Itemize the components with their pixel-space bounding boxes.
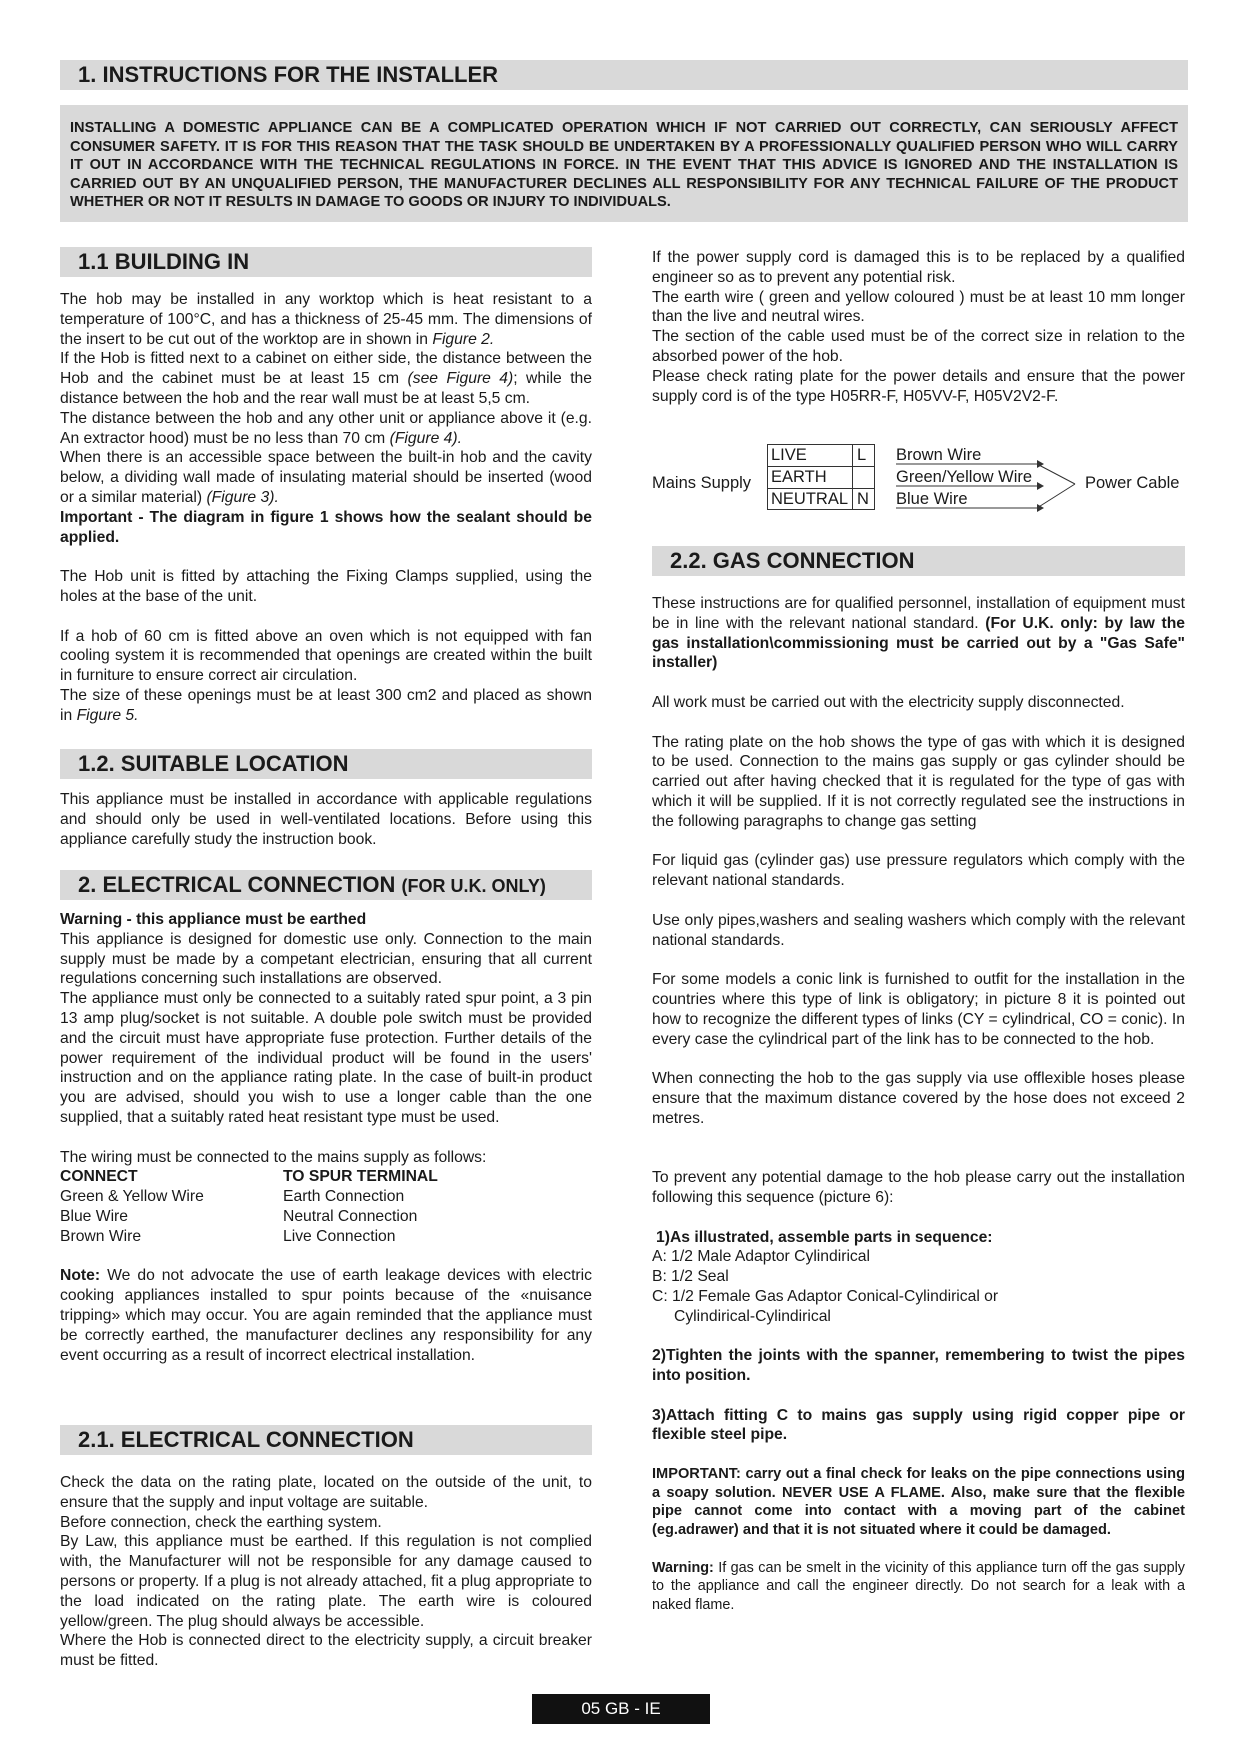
gas-warning-label: Warning: xyxy=(652,1559,714,1576)
electrical-uk-p1: This appliance is designed for domestic use only. Connection to the main supply must be made by a competant electrician, ensuring that all current regulations concerning such installations are observed. xyxy=(60,930,592,988)
suitable-location-text xyxy=(60,790,592,849)
figure-ref: Figure 5. xyxy=(76,706,139,724)
sealant-important: Important - The diagram in figure 1 shows how the sealant should be applied. xyxy=(60,508,592,546)
terminal-name: EARTH xyxy=(771,468,827,486)
gas-p3: The rating plate on the hob shows the type of gas with which it is designed to be used. Connection to the mains gas supply or gas cylinder should be carried out after having checked that it is regulated for the type of gas with which it will be supplied. If it is not correctly regulated see the instructions in the following paragraphs to change gas setting xyxy=(652,733,1185,830)
electrical-uk-text xyxy=(60,910,592,1365)
section-title-electrical-connection: 2.1. ELECTRICAL CONNECTION xyxy=(60,1425,592,1455)
gas-step-3: 3)Attach fitting C to mains gas supply using rigid copper pipe or flexible steel pipe. xyxy=(652,1406,1185,1444)
gas-p6: For some models a conic link is furnished to outfit for the installation in the countries where this type of link is obligatory; in picture 8 it is pointed out how to recognize the different types of links (CY = cylindrical, CO = conic). In every case the cylindrical part of the link has to be connected to the hob. xyxy=(652,971,1185,1048)
building-in-p1: The hob may be installed in any worktop which is heat resistant to a temperature of 100°C, and has a thickness of 25-45 mm. The dimensions of the insert to be cut out of the worktop are in shown in xyxy=(60,291,592,348)
table-row xyxy=(60,1227,438,1247)
electrical-uk-p2: The appliance must only be connected to a suitably rated spur point, a 3 pin 13 amp plug/socket is not suitable. A double pole switch must be provided and the circuit must have appropriate fuse protection. Further details of the power requirement of the individual product will be found in the users' instruction and on the appliance rating plate. In the case of built-in product you are advised, should you wish to use a longer cable than the one supplied, that a suitably rated heat resistant type must be used. xyxy=(60,990,592,1126)
section-title-gas-connection: 2.2. GAS CONNECTION xyxy=(652,546,1185,576)
table-cell: Earth Connection xyxy=(283,1188,405,1206)
wiring-diagram xyxy=(652,444,1192,524)
building-in-p6: The Hob unit is fitted by attaching the Fixing Clamps supplied, using the holes at the base of the unit. xyxy=(60,568,592,605)
electrical-21-p2: Before connection, check the earthing system. xyxy=(60,1513,382,1531)
gas-warning-text: If gas can be smelt in the vicinity of this appliance turn off the gas supply to the appliance and call the engineer directly. Do not search for a leak with a naked flame. xyxy=(652,1559,1185,1613)
table-row xyxy=(60,1187,438,1207)
power-cord-p1: If the power supply cord is damaged this is to be replaced by a qualified engineer so as to prevent any potential risk. xyxy=(652,249,1185,286)
gas-p4: For liquid gas (cylinder gas) use pressure regulators which comply with the relevant national standards. xyxy=(652,852,1185,890)
section-title-installer: 1. INSTRUCTIONS FOR THE INSTALLER xyxy=(60,60,1188,90)
figure-ref: Figure 2. xyxy=(432,330,495,348)
electrical-connection-text xyxy=(60,1473,592,1671)
wire-label: Green/Yellow Wire xyxy=(896,468,1033,486)
electrical-uk-suffix: (FOR U.K. ONLY) xyxy=(401,876,546,896)
gas-step-1: 1)As illustrated, assemble parts in sequence: xyxy=(656,1228,993,1246)
note-label: Note: xyxy=(60,1267,101,1285)
gas-step-1-c2: Cylindirical-Cylindirical xyxy=(674,1307,831,1325)
table-cell: Brown Wire xyxy=(60,1227,142,1245)
table-cell: Green & Yellow Wire xyxy=(60,1188,204,1206)
gas-step-1-b: B: 1/2 Seal xyxy=(652,1268,729,1286)
gas-step-2: 2)Tighten the joints with the spanner, remembering to twist the pipes into position. xyxy=(652,1347,1185,1385)
gas-step-1-a: A: 1/2 Male Adaptor Cylindirical xyxy=(652,1248,870,1266)
building-in-p7: If a hob of 60 cm is fitted above an oven which is not equipped with fan cooling system it is recommended that openings are created within the built in furniture to ensure correct air circulation. xyxy=(60,627,592,685)
wiring-table xyxy=(60,1167,438,1246)
table-cell: Blue Wire xyxy=(60,1207,128,1225)
gas-p8: To prevent any potential damage to the hob please carry out the installation following this sequence (picture 6): xyxy=(652,1169,1185,1206)
gas-important: IMPORTANT: carry out a final check for leaks on the pipe connections using a soapy solution. NEVER USE A FLAME. Also, make sure that the flexible pipe cannot come into contact with a moving part of the cabinet (eg.adrawer) and that it is not situated where it could be damaged. xyxy=(652,1466,1185,1538)
mains-supply-label: Mains Supply xyxy=(652,474,752,492)
gas-uk-note: (For U.K. only: by law the gas installation\commissioning must be carried out by a "Gas Safe" installer) xyxy=(652,614,1185,672)
page-number-footer: 05 GB - IE xyxy=(532,1694,710,1724)
earthed-warning: Warning - this appliance must be earthed xyxy=(60,911,367,928)
building-in-p8: The size of these openings must be at least 300 cm2 and placed as shown in xyxy=(60,686,592,724)
electrical-uk-title: 2. ELECTRICAL CONNECTION xyxy=(78,872,396,897)
terminal-code: L xyxy=(857,446,867,464)
power-cord-p2: The earth wire ( green and yellow coloured ) must be at least 10 mm longer than the live and neutral wires. xyxy=(652,288,1185,326)
gas-connection-text xyxy=(652,594,1185,1614)
gas-p7: When connecting the hob to the gas supply via use offlexible hoses please ensure that the maximum distance covered by the hose does not exceed 2 metres. xyxy=(652,1070,1185,1127)
safety-warning-box: INSTALLING A DOMESTIC APPLIANCE CAN BE A COMPLICATED OPERATION WHICH IF NOT CARRIED OUT CORRECTLY, CAN SERIOUSLY AFFECT CONSUMER SAFETY. IT IS FOR THIS REASON THAT THE TASK SHOULD BE UNDERTAKEN BY A PROFESSIONALLY QUALIFIED PERSON WHO WILL CARRY IT OUT IN ACCORDANCE WITH THE TECHNICAL REGULATIONS IN FORCE. IN THE EVENT THAT THIS ADVICE IS IGNORED AND THE INSTALLATION IS CARRIED OUT BY AN UNQUALIFIED PERSON, THE MANUFACTURER DECLINES ALL RESPONSIBILITY FOR ANY TECHNICAL FAILURE OF THE PRODUCT WHETHER OR NOT IT RESULTS IN DAMAGE TO GOODS OR INJURY TO INDIVIDUALS. xyxy=(60,105,1188,222)
wiring-table-header: TO SPUR TERMINAL xyxy=(283,1168,438,1186)
section-title-suitable-location: 1.2. SUITABLE LOCATION xyxy=(60,749,592,779)
suitable-location-p1: This appliance must be installed in accordance with applicable regulations and should only be used in well-ventilated locations. Before using this appliance carefully study the instruction book. xyxy=(60,791,592,848)
building-in-p2b: ; while the distance between the hob and the rear wall must be at least 5,5 cm. xyxy=(60,370,593,407)
electrical-21-p1: Check the data on the rating plate, located on the outside of the unit, to ensure that the supply and input voltage are suitable. xyxy=(60,1474,592,1511)
electrical-21-p3: By Law, this appliance must be earthed. If this regulation is not complied with, the Manufacturer will not be responsible for any damage caused to persons or property. If a plug is not already attached, fit a plug appropriate to the load indicated on the rating plate. The earth wire is coloured yellow/green. The plug should always be accessible. xyxy=(60,1533,592,1630)
gas-p5: Use only pipes,washers and sealing washers which comply with the relevant national standards. xyxy=(652,911,1185,949)
figure-ref: (see Figure 4) xyxy=(407,370,514,388)
building-in-p3: The distance between the hob and any other unit or appliance above it (e.g. An extractor hood) must be no less than 70 cm xyxy=(60,409,592,447)
gas-step-1-c: C: 1/2 Female Gas Adaptor Conical-Cylindirical or xyxy=(652,1287,999,1305)
gas-p2: All work must be carried out with the electricity supply disconnected. xyxy=(652,693,1125,711)
building-in-text xyxy=(60,290,592,726)
table-cell: Neutral Connection xyxy=(283,1207,418,1225)
gas-p1: These instructions are for qualified personnel, installation of equipment must be in line with the relevant national standard. xyxy=(652,595,1185,632)
power-cable-label: Power Cable xyxy=(1085,474,1180,492)
section-title-building-in: 1.1 BUILDING IN xyxy=(60,247,592,277)
power-cord-p3: The section of the cable used must be of the correct size in relation to the absorbed power of the hob. xyxy=(652,328,1185,365)
note-text: We do not advocate the use of earth leakage devices with electric cooking appliances installed to spur points because of the «nuisance tripping» which may occur. You are again reminded that the appliance must be correctly earthed, the manufacturer declines any responsibility for any event occurring as a result of incorrect electrical installation. xyxy=(60,1267,592,1364)
electrical-uk-p3: The wiring must be connected to the mains supply as follows: xyxy=(60,1148,487,1166)
wiring-table-header: CONNECT xyxy=(60,1168,138,1186)
terminal-name: NEUTRAL xyxy=(771,490,849,508)
section-title-electrical-uk xyxy=(60,870,592,900)
power-cord-text xyxy=(652,248,1185,406)
terminal-name: LIVE xyxy=(771,446,807,464)
wire-label: Brown Wire xyxy=(896,446,982,464)
power-cord-p4: Please check rating plate for the power details and ensure that the power supply cord is of the type H05RR-F, H05VV-F, H05V2V2-F. xyxy=(652,367,1185,405)
table-row xyxy=(60,1207,438,1227)
figure-ref: (Figure 3). xyxy=(206,488,279,506)
wire-label: Blue Wire xyxy=(896,490,968,508)
table-cell: Live Connection xyxy=(283,1227,396,1245)
building-in-p4: When there is an accessible space between the built-in hob and the cavity below, a dividing wall made of insulating material should be inserted (wood or a similar material) xyxy=(60,449,592,506)
terminal-code: N xyxy=(857,490,869,508)
figure-ref: (Figure 4). xyxy=(389,429,462,447)
building-in-p2: If the Hob is fitted next to a cabinet on either side, the distance between the Hob and the cabinet must be at least 15 cm xyxy=(60,350,592,388)
electrical-21-p4: Where the Hob is connected direct to the electricity supply, a circuit breaker must be fitted. xyxy=(60,1632,592,1670)
